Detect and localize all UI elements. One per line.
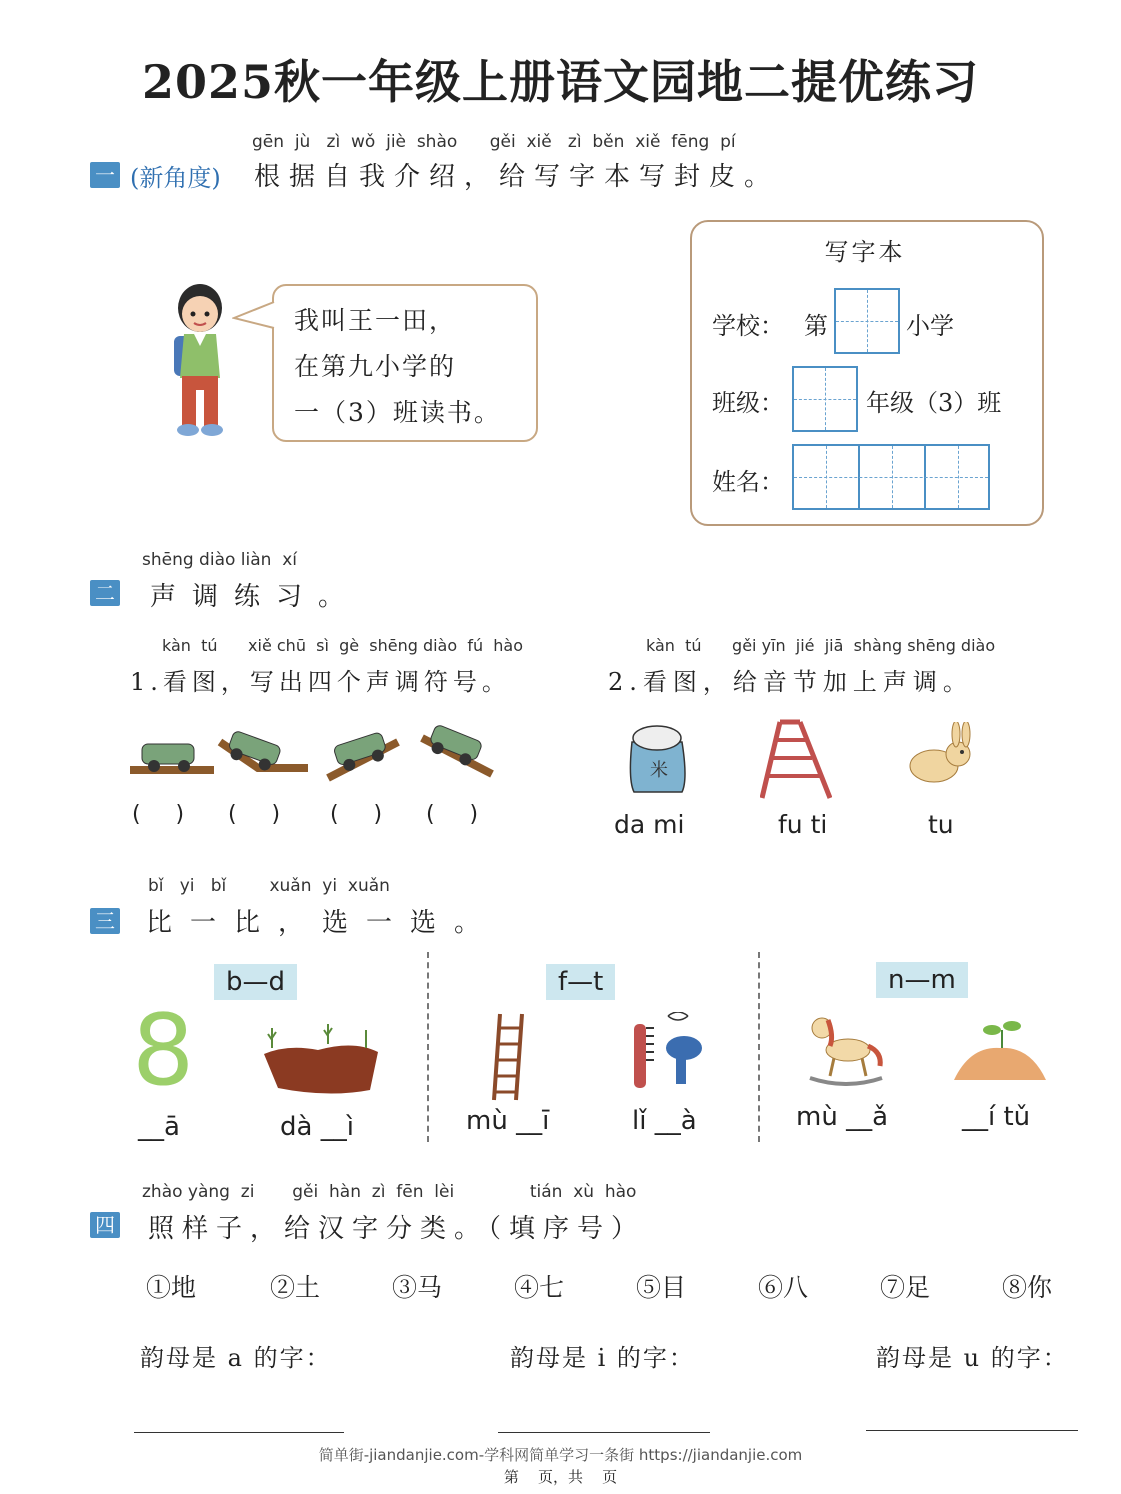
item-7: ⑦足 — [880, 1273, 931, 1302]
grade-grid[interactable] — [792, 366, 858, 432]
answer-dadi[interactable]: dà __ì — [280, 1112, 354, 1142]
s1-tag: (新角度) — [130, 164, 221, 192]
s2-instruction: 声调练习。 — [150, 582, 361, 612]
syllable-futi: fu ti — [778, 810, 828, 839]
answer-lifa[interactable]: lǐ __à — [632, 1106, 697, 1136]
item-2: ②土 — [270, 1273, 321, 1302]
answer-muti[interactable]: mù __ī — [466, 1106, 550, 1136]
rabbit-illustration — [904, 722, 978, 788]
tone-cars-illustration — [128, 722, 498, 784]
item-8: ⑧你 — [1002, 1273, 1053, 1302]
category-u-label: 韵母是 u 的字： — [876, 1344, 1069, 1372]
item-3: ③马 — [392, 1273, 443, 1302]
digit-eight: 8 — [132, 994, 195, 1108]
s4-instruction: 照样子，给汉字分类。（填序号） — [148, 1214, 646, 1244]
answer-nitu[interactable]: __í tǔ — [962, 1102, 1031, 1132]
footer-source: 简单街-jiandanjie.com-学科网简单学习一条街 https://jiandanjie.com — [318, 1446, 803, 1464]
bracket-4[interactable]: ( ) — [426, 802, 479, 827]
q2-text: 2.看图，给音节加上声调。 — [608, 668, 973, 696]
soil-field-illustration — [258, 1018, 384, 1098]
school-suffix: 小学 — [906, 312, 954, 340]
item-6: ⑥八 — [758, 1273, 809, 1302]
rocking-horse-illustration — [804, 1012, 888, 1086]
comb-dryer-illustration — [628, 1012, 706, 1092]
q1-text: 1.看图，写出四个声调符号。 — [130, 668, 511, 696]
sprout-mound-illustration — [950, 1016, 1050, 1084]
school-label: 学校： — [712, 312, 784, 340]
q2-pinyin: kàn tú gěi yīn jié jiā shàng shēng diào — [646, 636, 996, 655]
school-grid[interactable] — [834, 288, 900, 354]
answer-line-a[interactable] — [134, 1432, 344, 1433]
section-2-number: 二 — [90, 580, 120, 606]
bag-character: 米 — [650, 760, 668, 781]
s1-instruction: 根据自我介绍，给写字本写封皮。 — [254, 162, 780, 192]
answer-line-i[interactable] — [498, 1432, 710, 1433]
name-label: 姓名： — [712, 468, 784, 496]
s3-pinyin: bǐ yi bǐ xuǎn yi xuǎn — [148, 876, 390, 896]
stepladder-illustration — [760, 718, 832, 802]
ladder-illustration — [490, 1012, 530, 1102]
pair-b-d: b—d — [214, 964, 297, 1000]
bracket-1[interactable]: ( ) — [132, 802, 185, 827]
bracket-2[interactable]: ( ) — [228, 802, 281, 827]
answer-line-u[interactable] — [866, 1430, 1078, 1431]
category-i-label: 韵母是 i 的字： — [510, 1344, 695, 1372]
school-prefix: 第 — [804, 312, 828, 340]
answer-ba[interactable]: __ā — [138, 1112, 180, 1142]
bubble-line: 我叫王一田， — [294, 306, 457, 335]
name-grid[interactable] — [792, 444, 990, 510]
s2-pinyin: shēng diào liàn xí — [142, 550, 298, 570]
q1-pinyin: kàn tú xiě chū sì gè shēng diào fú hào — [162, 636, 523, 655]
pair-f-t: f—t — [546, 964, 615, 1000]
divider-1 — [427, 952, 429, 1142]
divider-2 — [758, 952, 760, 1142]
footer-page: 第 页，共 页 — [503, 1468, 618, 1486]
bubble-tail — [232, 300, 276, 330]
cover-title: 写字本 — [824, 238, 906, 266]
rice-bag-illustration — [624, 720, 690, 796]
class-label: 班级： — [712, 389, 784, 417]
s3-instruction: 比一比，选一选。 — [146, 908, 499, 938]
boy-illustration — [160, 278, 240, 440]
category-a-label: 韵母是 a 的字： — [140, 1344, 332, 1372]
item-4: ④七 — [514, 1273, 565, 1302]
bracket-3[interactable]: ( ) — [330, 802, 383, 827]
syllable-dami: da mi — [614, 810, 685, 839]
pair-n-m: n—m — [876, 962, 968, 998]
s4-pinyin: zhào yàng zi gěi hàn zì fēn lèi tián xù hào — [142, 1182, 637, 1202]
page-title: 2025秋一年级上册语文园地二提优练习 — [141, 55, 980, 109]
bubble-line: 在第九小学的 — [294, 352, 457, 381]
syllable-tu: tu — [928, 810, 954, 839]
section-3-number: 三 — [90, 908, 120, 934]
section-1-number: 一 — [90, 162, 120, 188]
item-1: ①地 — [146, 1273, 197, 1302]
answer-muma[interactable]: mù __ǎ — [796, 1102, 889, 1132]
item-5: ⑤目 — [636, 1273, 687, 1302]
s1-pinyin: gēn jù zì wǒ jiè shào gěi xiě zì běn xiě fēng pí — [252, 132, 736, 152]
bubble-line: 一（3）班读书。 — [294, 398, 501, 427]
section-4-number: 四 — [90, 1212, 120, 1238]
class-suffix: 年级（3）班 — [866, 389, 1002, 417]
bubble-text — [294, 298, 501, 436]
